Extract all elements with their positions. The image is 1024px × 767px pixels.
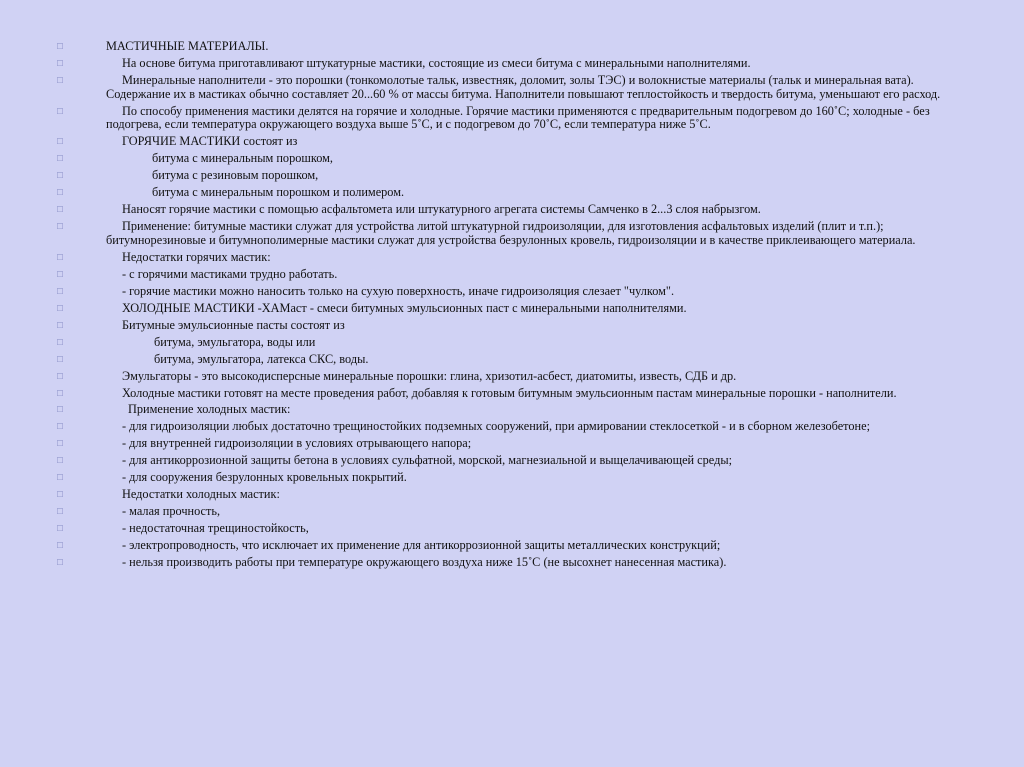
bullet-icon: ☐	[56, 354, 64, 364]
list-item-text: Минеральные наполнители - это порошки (тонкомолотые тальк, известняк, доломит, золы ТЭС) и волокнистые материалы (тальк и минеральная вата). Содержание их в мастиках обычно составляет 20...60 % от массы битума. Наполнители повышают теплостойкость и твердость битума, уменьшают его расход.	[106, 72, 941, 101]
bullet-icon: ☐	[56, 188, 64, 198]
bullet-icon: ☐	[56, 473, 64, 483]
list-item	[54, 370, 974, 384]
list-item-text: битума с минеральным порошком,	[152, 151, 333, 166]
bullet-icon: ☐	[56, 42, 64, 51]
list-item-text: Применение холодных мастик:	[128, 402, 291, 417]
bullet-icon: ☐	[56, 303, 64, 313]
list-item	[54, 387, 974, 401]
list-item-text: МАСТИЧНЫЕ МАТЕРИАЛЫ.	[106, 39, 269, 53]
list-item-text: - горячие мастики можно наносить только на сухую поверхность, иначе гидроизоляция слезает "чулком".	[122, 283, 675, 298]
list-item	[54, 40, 974, 54]
list-item	[54, 186, 974, 200]
list-item-text: битума с минеральным порошком и полимером.	[152, 185, 405, 200]
bullet-icon: ☐	[56, 106, 64, 116]
list-item-text: Недостатки горячих мастик:	[122, 249, 271, 264]
bullet-list	[54, 40, 974, 573]
list-item-text: Холодные мастики готовят на месте проведения работ, добавляя к готовым битумным эмульсионным пастам минеральные порошки - наполнители.	[122, 385, 897, 400]
list-item	[54, 152, 974, 166]
list-item	[54, 454, 974, 468]
list-item	[54, 135, 974, 149]
bullet-icon: ☐	[56, 154, 64, 164]
bullet-icon: ☐	[56, 456, 64, 466]
bullet-icon: ☐	[56, 371, 64, 381]
list-item	[54, 556, 974, 570]
bullet-icon: ☐	[56, 558, 64, 568]
list-item-text: - для гидроизоляции любых достаточно трещиностойких подземных сооружений, при армировании стеклосеткой - и в сборном железобетоне;	[122, 419, 870, 434]
list-item-text: Недостатки холодных мастик:	[122, 487, 280, 502]
list-item-text: - электропроводность, что исключает их применение для антикоррозионной защиты металлических конструкций;	[122, 538, 721, 553]
list-item	[54, 539, 974, 553]
list-item-text: ХОЛОДНЫЕ МАСТИКИ -ХАМаст - смеси битумных эмульсионных паст с минеральными наполнителями.	[122, 300, 687, 315]
list-item	[54, 105, 974, 132]
list-item-text: Наносят горячие мастики с помощью асфальтомета или штукатурного агрегата системы Самченко в 2...3 слоя набрызгом.	[122, 202, 761, 217]
bullet-icon: ☐	[56, 507, 64, 517]
list-item-text: - для внутренней гидроизоляции в условиях отрывающего напора;	[122, 436, 472, 451]
list-item-text: На основе битума приготавливают штукатурные мастики, состоящие из смеси битума с минеральными наполнителями.	[122, 55, 751, 70]
bullet-icon: ☐	[56, 320, 64, 330]
list-item	[54, 57, 974, 71]
list-item	[54, 437, 974, 451]
bullet-icon: ☐	[56, 222, 64, 232]
list-item-text: По способу применения мастики делятся на горячие и холодные. Горячие мастики применяются с предварительным подогревом до 160˚С; холодные - без подогрева, если температура окружающего воздуха выше 5˚С, и с подогревом до 70˚С, если температура ниже 5˚С.	[106, 103, 930, 132]
list-item	[54, 505, 974, 519]
list-item-text: - с горячими мастиками трудно работать.	[122, 266, 338, 281]
list-item	[54, 336, 974, 350]
bullet-icon: ☐	[56, 75, 64, 85]
list-item	[54, 302, 974, 316]
bullet-icon: ☐	[56, 286, 64, 296]
list-item-text: - нельзя производить работы при температуре окружающего воздуха ниже 15˚С (не высохнет нанесенная мастика).	[122, 555, 727, 570]
bullet-icon: ☐	[56, 205, 64, 215]
list-item	[54, 319, 974, 333]
list-item-text: битума, эмульгатора, латекса СКС, воды.	[154, 351, 369, 366]
bullet-icon: ☐	[56, 422, 64, 432]
bullet-icon: ☐	[56, 439, 64, 449]
bullet-icon: ☐	[56, 337, 64, 347]
bullet-icon: ☐	[56, 171, 64, 181]
bullet-icon: ☐	[56, 252, 64, 262]
list-item-text: битума с резиновым порошком,	[152, 168, 319, 183]
bullet-icon: ☐	[56, 58, 64, 68]
list-item-text: - для антикоррозионной защиты бетона в условиях сульфатной, морской, магнезиальной и выщелачивающей среды;	[122, 453, 733, 468]
bullet-icon: ☐	[56, 541, 64, 551]
list-item	[54, 353, 974, 367]
list-item	[54, 220, 974, 247]
list-item-text: ГОРЯЧИЕ МАСТИКИ состоят из	[122, 134, 298, 149]
list-item-text: Битумные эмульсионные пасты состоят из	[122, 317, 345, 332]
list-item	[54, 251, 974, 265]
bullet-icon: ☐	[56, 524, 64, 534]
list-item-text: - недостаточная трещиностойкость,	[122, 521, 309, 536]
list-item	[54, 203, 974, 217]
list-item	[54, 285, 974, 299]
list-item	[54, 169, 974, 183]
bullet-icon: ☐	[56, 490, 64, 500]
list-item-text: - малая прочность,	[122, 504, 221, 519]
bullet-icon: ☐	[56, 405, 64, 415]
list-item-text: битума, эмульгатора, воды или	[154, 334, 316, 349]
list-item	[54, 74, 974, 101]
list-item-text: - для сооружения безрулонных кровельных покрытий.	[122, 470, 407, 485]
list-item	[54, 420, 974, 434]
list-item-text: Применение: битумные мастики служат для устройства литой штукатурной гидроизоляции, для изготовления асфальтовых изделий (плит и т.п.); битумнорезиновые и битумнополимерные мастики служат для устройства безрулонных кровель, гидроизоляции и в качестве приклеивающего материала.	[106, 219, 916, 247]
bullet-icon: ☐	[56, 388, 64, 398]
bullet-icon: ☐	[56, 269, 64, 279]
list-item	[54, 403, 974, 417]
list-item	[54, 522, 974, 536]
list-item	[54, 268, 974, 282]
list-item-text: Эмульгаторы - это высокодисперсные минеральные порошки: глина, хризотил-асбест, диатомиты, известь, СДБ и др.	[122, 368, 737, 383]
bullet-icon: ☐	[56, 137, 64, 147]
list-item	[54, 471, 974, 485]
list-item	[54, 488, 974, 502]
